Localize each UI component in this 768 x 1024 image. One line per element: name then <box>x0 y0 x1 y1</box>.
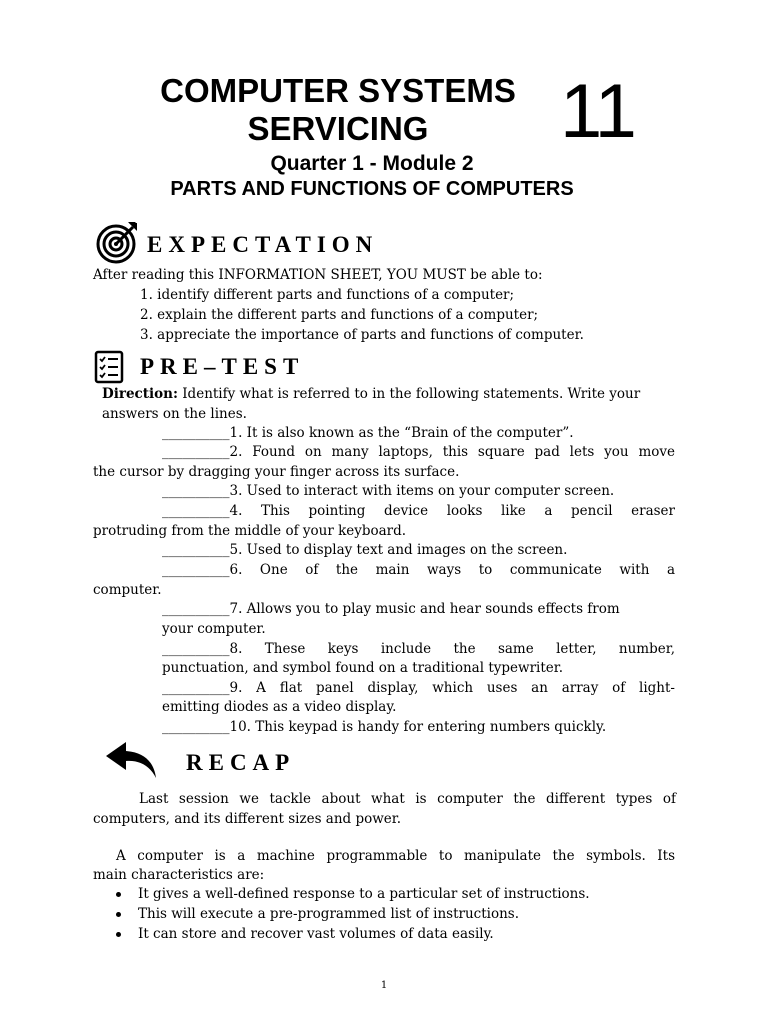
module-subtitle: PARTS AND FUNCTIONS OF COMPUTERS <box>170 178 574 200</box>
title-line-2: SERVICING <box>247 110 429 147</box>
expectation-intro: After reading this INFORMATION SHEET, YOU MUST be able to: <box>93 267 543 283</box>
recap-paragraph-2-line-2: main characteristics are: <box>93 867 265 883</box>
list-item-text: It gives a well-defined response to a particular set of instructions. <box>138 886 590 902</box>
question-7-line-1: __________7. Allows you to play music and hear sounds effects from <box>162 601 620 617</box>
question-4-line-2: protruding from the middle of your keyboard. <box>93 523 407 539</box>
question-4-line-1: __________4. This pointing device looks like a pencil eraser <box>162 503 675 519</box>
expectation-heading: EXPECTATION <box>147 232 379 257</box>
list-item <box>100 924 590 944</box>
title-line-1: COMPUTER SYSTEMS <box>160 72 516 109</box>
back-arrow-icon <box>104 740 160 780</box>
recap-paragraph-1-line-2: computers, and its different sizes and power. <box>93 811 402 827</box>
grade-number: 11 <box>560 69 635 154</box>
recap-paragraph-2-line-1: A computer is a machine programmable to manipulate the symbols. Its <box>116 848 675 864</box>
question-6-line-2: computer. <box>93 582 162 598</box>
question-6-line-1: __________6. One of the main ways to communicate with a <box>162 562 675 578</box>
question-8-line-2: punctuation, and symbol found on a traditional typewriter. <box>162 660 564 676</box>
list-item-text: It can store and recover vast volumes of data easily. <box>138 926 494 942</box>
question-1: __________1. It is also known as the “Brain of the computer”. <box>162 425 574 441</box>
expectation-item-2: 2. explain the different parts and functions of a computer; <box>140 307 539 323</box>
question-10: __________10. This keypad is handy for entering numbers quickly. <box>162 719 607 735</box>
quarter-module: Quarter 1 - Module 2 <box>270 152 474 175</box>
pretest-heading: PRE–TEST <box>140 354 305 379</box>
question-3: __________3. Used to interact with items on your computer screen. <box>162 483 615 499</box>
recap-heading: RECAP <box>186 750 296 775</box>
pretest-direction-cont: answers on the lines. <box>102 406 247 422</box>
question-5: __________5. Used to display text and images on the screen. <box>162 542 568 558</box>
question-2-line-1: __________2. Found on many laptops, this square pad lets you move <box>162 444 675 460</box>
expectation-item-3: 3. appreciate the importance of parts and functions of computer. <box>140 327 584 343</box>
list-item <box>100 884 590 904</box>
expectation-item-1: 1. identify different parts and functions of a computer; <box>140 287 515 303</box>
recap-paragraph-1-line-1: Last session we tackle about what is computer the different types of <box>139 791 676 807</box>
direction-label: Direction: <box>102 386 178 402</box>
question-7-line-2: your computer. <box>162 621 266 637</box>
bullet-dot <box>116 932 121 937</box>
question-2-line-2: the cursor by dragging your finger across its surface. <box>93 464 460 480</box>
question-9-line-1: __________9. A flat panel display, which uses an array of light- <box>162 680 675 696</box>
list-item <box>100 904 590 924</box>
target-icon <box>96 220 140 264</box>
checklist-icon <box>94 350 124 384</box>
bullet-dot <box>116 912 121 917</box>
question-9-line-2: emitting diodes as a video display. <box>162 699 397 715</box>
direction-text: Identify what is referred to in the following statements. Write your <box>177 386 641 402</box>
pretest-direction <box>102 385 640 405</box>
bullet-dot <box>116 892 121 897</box>
list-item-text: This will execute a pre-programmed list of instructions. <box>138 906 520 922</box>
characteristics-list <box>100 884 590 944</box>
page-number: 1 <box>380 980 388 991</box>
question-8-line-1: __________8. These keys include the same letter, number, <box>162 641 675 657</box>
